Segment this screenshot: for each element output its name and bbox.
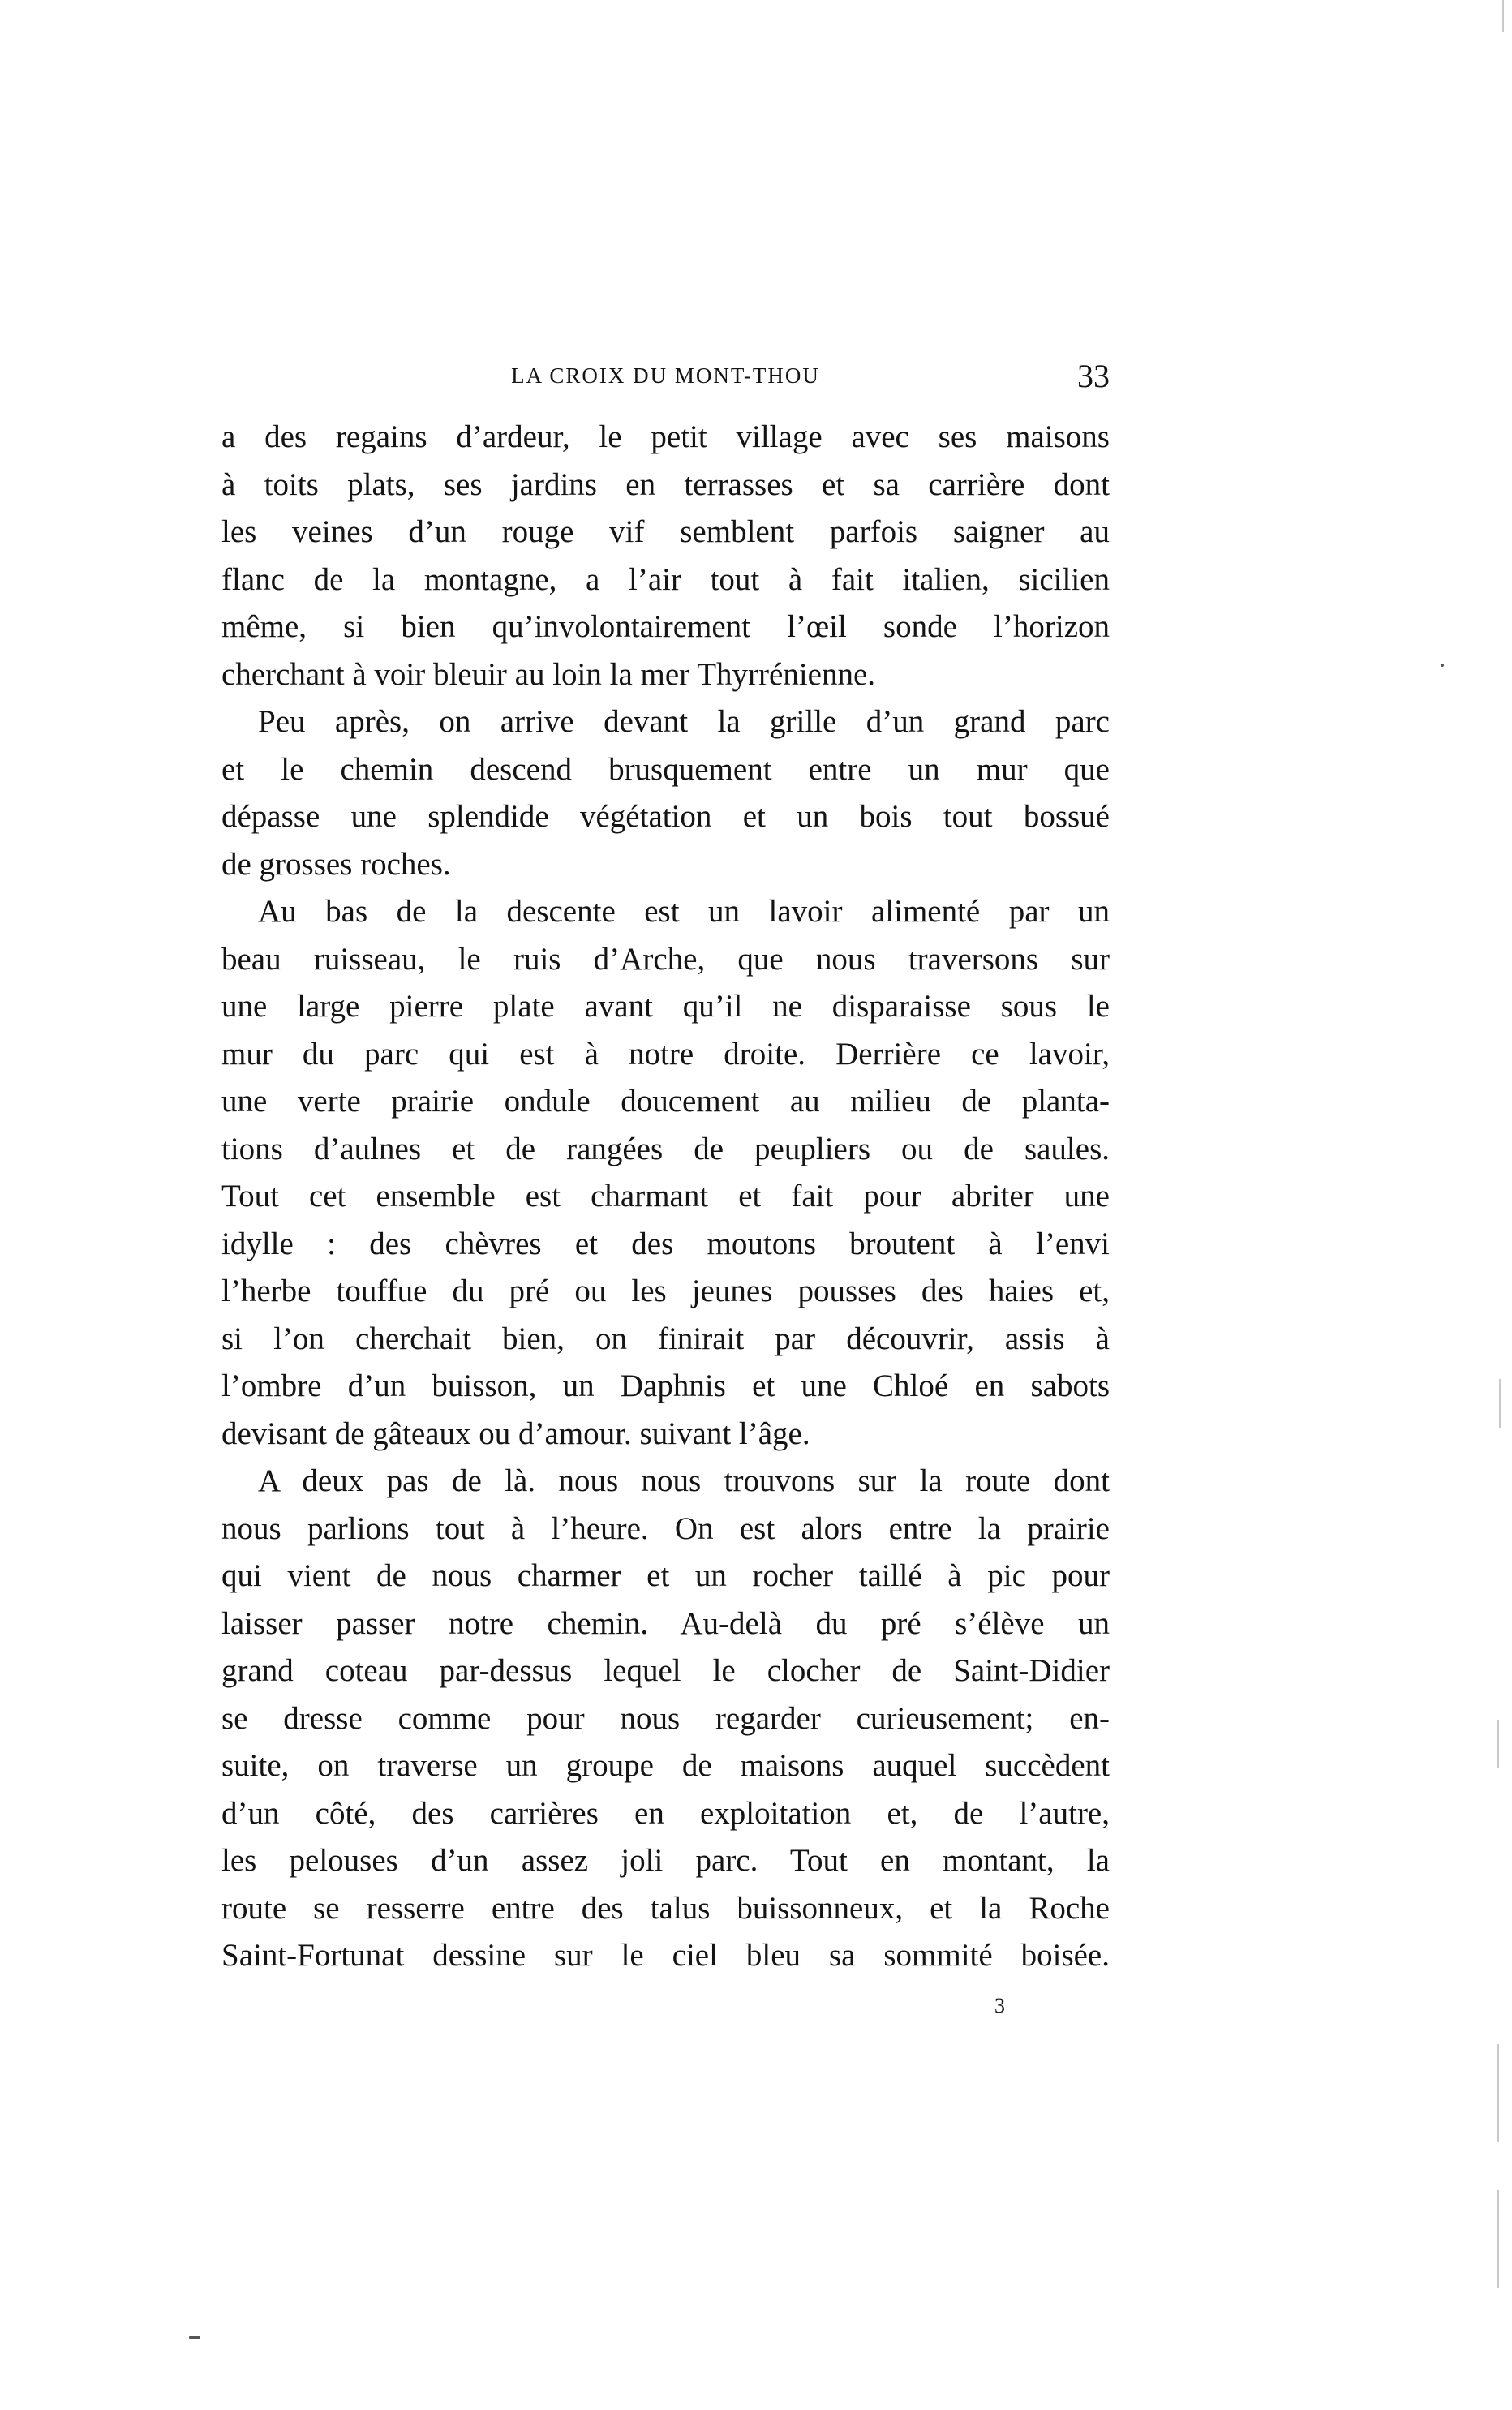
text-line: route se resserre entre des talus buissonneux, et la Roche: [221, 1890, 1110, 1926]
text-line: nous parlions tout à l’heure. On est alors entre la prairie: [221, 1510, 1110, 1546]
text-line: et le chemin descend brusquement entre un mur que: [221, 751, 1110, 787]
scan-speck: [189, 2336, 200, 2339]
text-line: l’herbe touffue du pré ou les jeunes pousses des haies et,: [221, 1274, 1110, 1308]
text-line: Tout cet ensemble est charmant et fait pour abriter une: [221, 1179, 1110, 1214]
text-line: qui vient de nous charmer et un rocher taillé à pic pour: [221, 1558, 1110, 1593]
text-line: cherchant à voir bleuir au loin la mer Thyrrénienne.: [221, 656, 876, 692]
page-number: 33: [1077, 358, 1110, 394]
scan-edge-artifact: [1502, 0, 1504, 32]
text-line: devisant de gâteaux ou d’amour. suivant l’âge.: [221, 1415, 810, 1451]
text-line: si l’on cherchait bien, on finirait par découvrir, assis à: [221, 1321, 1110, 1356]
text-line: les pelouses d’un assez joli parc. Tout en montant, la: [221, 1843, 1110, 1878]
text-line: dépasse une splendide végétation et un bois tout bossué: [221, 799, 1110, 834]
running-head: [221, 357, 1110, 406]
text-line: d’un côté, des carrières en exploitation et, de l’autre,: [221, 1795, 1110, 1831]
running-title: LA CROIX DU MONT-THOU: [511, 363, 820, 388]
text-line: idylle : des chèvres et des moutons broutent à l’envi: [221, 1226, 1110, 1261]
scan-edge-artifact: [1497, 1720, 1499, 1768]
text-line: à toits plats, ses jardins en terrasses et sa carrière dont: [221, 466, 1110, 502]
text-line: Peu après, on arrive devant la grille d’un grand parc: [258, 704, 1110, 739]
text-line: flanc de la montagne, a l’air tout à fait italien, sicilien: [221, 561, 1110, 597]
text-line: les veines d’un rouge vif semblent parfois saigner au: [221, 514, 1110, 549]
body-text: [221, 414, 1110, 1980]
text-line: a des regains d’ardeur, le petit village avec ses maisons: [221, 419, 1110, 454]
scan-edge-artifact: [1497, 2044, 1499, 2142]
text-line: grand coteau par-dessus lequel le clocher de Saint-Didier: [221, 1653, 1110, 1688]
text-line: de grosses roches.: [221, 846, 451, 882]
text-line: tions d’aulnes et de rangées de peupliers ou de saules.: [221, 1131, 1110, 1166]
text-line: l’ombre d’un buisson, un Daphnis et une Chloé en sabots: [221, 1368, 1110, 1403]
text-line: se dresse comme pour nous regarder curieusement; en-: [221, 1700, 1110, 1736]
text-line: une large pierre plate avant qu’il ne disparaisse sous le: [221, 989, 1110, 1024]
scan-edge-artifact: [1499, 1379, 1501, 1428]
scan-edge-artifact: [1497, 2190, 1499, 2288]
text-line: A deux pas de là. nous nous trouvons sur la route dont: [258, 1463, 1110, 1498]
signature-mark: 3: [994, 1994, 1005, 2017]
text-line: Au bas de la descente est un lavoir alimenté par un: [258, 894, 1110, 929]
text-line: laisser passer notre chemin. Au-delà du pré s’élève un: [221, 1605, 1110, 1641]
text-line: suite, on traverse un groupe de maisons auquel succèdent: [221, 1748, 1110, 1783]
text-line: une verte prairie ondule doucement au milieu de planta-: [221, 1084, 1110, 1119]
text-line: même, si bien qu’involontairement l’œil sonde l’horizon: [221, 609, 1110, 644]
text-line: beau ruisseau, le ruis d’Arche, que nous traversons sur: [221, 941, 1110, 977]
text-line: mur du parc qui est à notre droite. Derrière ce lavoir,: [221, 1036, 1110, 1072]
scan-speck: [1441, 664, 1444, 667]
text-line: Saint-Fortunat dessine sur le ciel bleu sa sommité boisée.: [221, 1938, 1110, 1973]
